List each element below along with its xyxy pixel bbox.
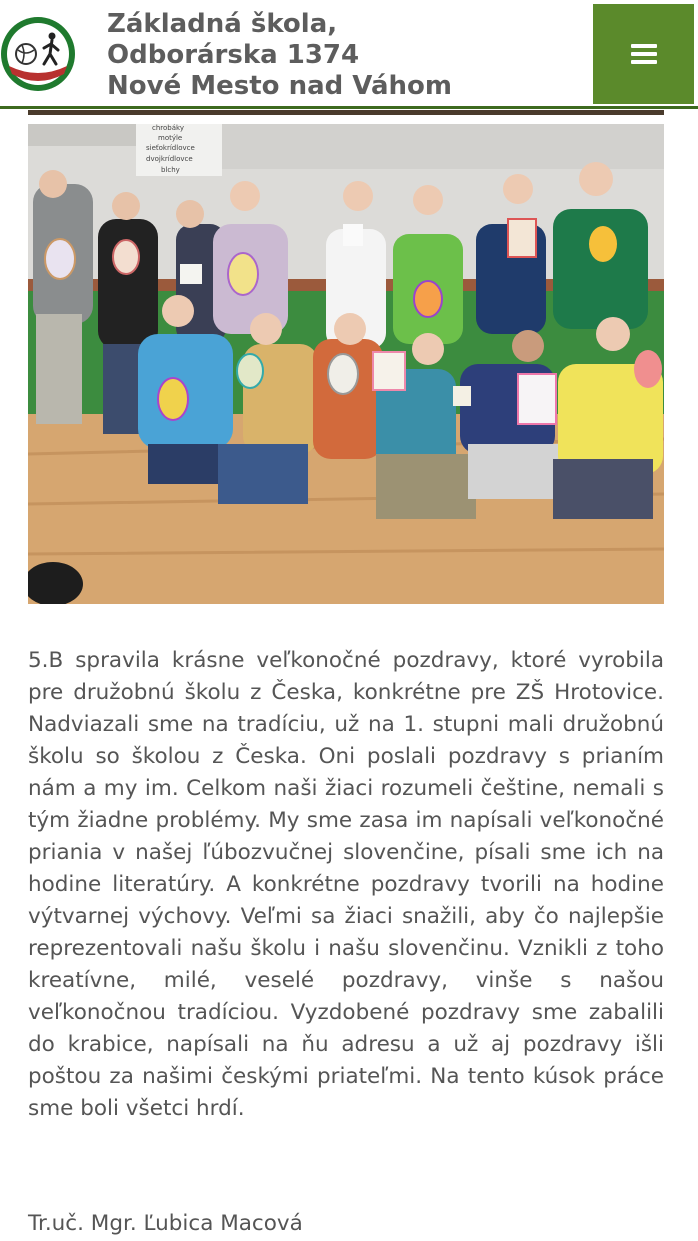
article-text: 5.B spravila krásne veľkonočné pozdravy, ktoré vyrobila pre družobnú školu z Česka, konkrétne pre ZŠ Hrotovice. Nadviazali sme na tradíciu, už na 1. stupni mali družobnú školu so školou z Česka. Oni poslali pozdravy s prianím nám a my im. Celkom naši žiaci rozumeli češtine, nemali s tým žiadne problémy. My sme zasa im napísali veľkonočné priania v našej ľúbozvučnej slovenčine, písali sme ich na hodine literatúry. A konkrétne pozdravy tvorili na hodine výtvarnej výchovy. Veľmi sa žiaci snažili, aby čo najlepšie reprezentovali našu školu i našu slovenčinu. Vznikli z toho kreatívne, milé, veselé pozdravy, vinše s našou veľkonočnou tradíciou. Vyzdobené pozdravy sme zabalili do krabice, napísali na ňu adresu a už aj pozdravy išli poštou za našimi českými priateľmi. Na tento kúsok práce sme boli všetci hrdí. bbox=[28, 648, 664, 1121]
svg-text:blchy: blchy bbox=[161, 166, 180, 174]
header-divider-dark bbox=[28, 110, 664, 115]
school-logo[interactable] bbox=[0, 14, 78, 94]
svg-text:motýle: motýle bbox=[158, 134, 183, 142]
svg-text:chrobáky: chrobáky bbox=[152, 124, 184, 132]
site-header bbox=[0, 0, 698, 108]
school-title-line2: Odborárska 1374 bbox=[107, 40, 360, 70]
school-title-line1: Základná škola, bbox=[107, 9, 338, 39]
svg-text:dvojkrídlovce: dvojkrídlovce bbox=[146, 155, 193, 163]
article-signature: Tr.uč. Mgr. Ľubica Macová bbox=[28, 1211, 303, 1236]
svg-text:sieťokrídlovce: sieťokrídlovce bbox=[146, 144, 195, 152]
menu-button[interactable] bbox=[593, 4, 694, 104]
school-title-line3: Nové Mesto nad Váhom bbox=[107, 71, 453, 101]
header-divider bbox=[0, 106, 698, 109]
hamburger-menu-icon bbox=[631, 40, 657, 68]
class-photo bbox=[28, 124, 664, 604]
school-title[interactable] bbox=[107, 9, 577, 102]
